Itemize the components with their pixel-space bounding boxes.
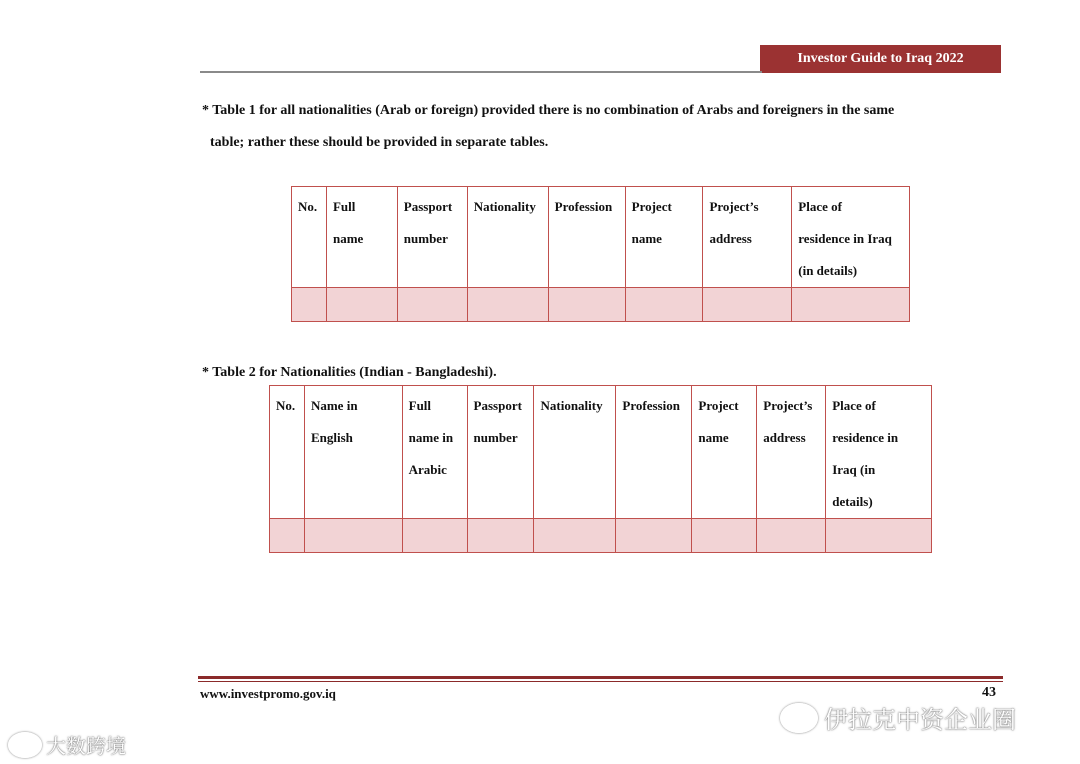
table-2-empty-cell (826, 519, 932, 553)
header-title-band (760, 45, 1001, 73)
table-1-header-cell (292, 187, 327, 288)
header-line: Passport (473, 398, 522, 413)
header-line: name (631, 231, 662, 246)
table-1-header-cell (548, 187, 625, 288)
table-1-empty-cell (548, 288, 625, 322)
table-2-empty-cell (402, 519, 467, 553)
header-line: address (709, 231, 752, 246)
header-rule (200, 71, 762, 73)
table-1-empty-cell (792, 288, 910, 322)
header-line: No. (298, 199, 318, 214)
table-1-header-cell (397, 187, 467, 288)
table-2-header-cell (826, 386, 932, 519)
table-1-empty-cell (326, 288, 397, 322)
header-line: name (332, 231, 364, 246)
page-number: 43 (982, 685, 996, 700)
note-table1-line1: * Table 1 for all nationalities (Arab or foreign) provided there is no combination of Arabs and foreigners in the same (202, 103, 895, 118)
table-2-header-cell (304, 386, 402, 519)
table-1-header-cell (326, 187, 397, 288)
table-2-header-cell (616, 386, 692, 519)
table-1-empty-cell (467, 288, 548, 322)
watermark-right (780, 700, 1016, 735)
note-table1-line2: table; rather these should be provided in separate tables. (210, 135, 549, 150)
header-line: number (473, 430, 518, 445)
wechat-icon (780, 703, 818, 733)
header-line: Place of (832, 398, 876, 413)
table-1-empty-cell (703, 288, 792, 322)
table-1-empty-cell (397, 288, 467, 322)
header-line: Profession (554, 199, 613, 214)
footer-rule-thin (198, 681, 1003, 682)
header-line: No. (276, 398, 296, 413)
table-1-empty-row (292, 288, 910, 322)
table-2-header-cell (757, 386, 826, 519)
footer-url: www.investpromo.gov.iq (200, 686, 336, 701)
table-2-empty-cell (616, 519, 692, 553)
table-1-empty-cell (625, 288, 703, 322)
header-line: Project (631, 199, 672, 214)
table-2-header-cell (692, 386, 757, 519)
table-1-header-cell (625, 187, 703, 288)
table-2-header-cell (534, 386, 616, 519)
table-2-empty-cell (270, 519, 305, 553)
table-2-empty-cell (757, 519, 826, 553)
watermark-left-text: 大数跨境 (46, 734, 126, 758)
header-line: Name in (310, 398, 358, 413)
header-line: Profession (622, 398, 680, 413)
logo-icon (8, 732, 42, 758)
table-1-header-cell (467, 187, 548, 288)
header-line: Nationality (473, 199, 536, 214)
header-line: Project’s (709, 199, 759, 214)
table-2-empty-row (270, 519, 932, 553)
note-table2: * Table 2 for Nationalities (Indian - Bangladeshi). (202, 365, 497, 380)
table-1 (291, 186, 910, 322)
table-2-empty-cell (304, 519, 402, 553)
header-line: Full (408, 398, 432, 413)
header-line: Nationality (540, 398, 603, 413)
header-line: Full (332, 199, 356, 214)
watermark-left (8, 730, 126, 759)
header-line: residence in (832, 430, 899, 445)
table-1-header-row (292, 187, 910, 288)
watermark-right-text: 伊拉克中资企业圈 (824, 706, 1016, 734)
table-1-header-cell (703, 187, 792, 288)
header-line: Iraq (in (832, 462, 876, 477)
header-line: details) (832, 494, 873, 509)
table-2-header-row (270, 386, 932, 519)
header-title: Investor Guide to Iraq 2022 (797, 51, 964, 66)
table-2-empty-cell (692, 519, 757, 553)
header-line: Project’s (763, 398, 813, 413)
header-line: English (310, 430, 353, 445)
table-2-empty-cell (534, 519, 616, 553)
header-line: (in details) (798, 263, 858, 278)
header-line: Project (698, 398, 739, 413)
header-line: Arabic (408, 462, 447, 477)
table-2 (269, 385, 932, 553)
header-line: Place of (798, 199, 842, 214)
table-1-header-cell (792, 187, 910, 288)
header-line: address (763, 430, 806, 445)
footer-rule-thick (198, 676, 1003, 679)
header-line: number (403, 231, 448, 246)
header-line: Passport (403, 199, 453, 214)
table-2-empty-cell (467, 519, 534, 553)
header-line: residence in Iraq (798, 231, 892, 246)
table-1-empty-cell (292, 288, 327, 322)
header-line: name in (408, 430, 454, 445)
table-2-header-cell (402, 386, 467, 519)
table-2-header-cell (467, 386, 534, 519)
table-2-header-cell (270, 386, 305, 519)
header-line: name (698, 430, 729, 445)
